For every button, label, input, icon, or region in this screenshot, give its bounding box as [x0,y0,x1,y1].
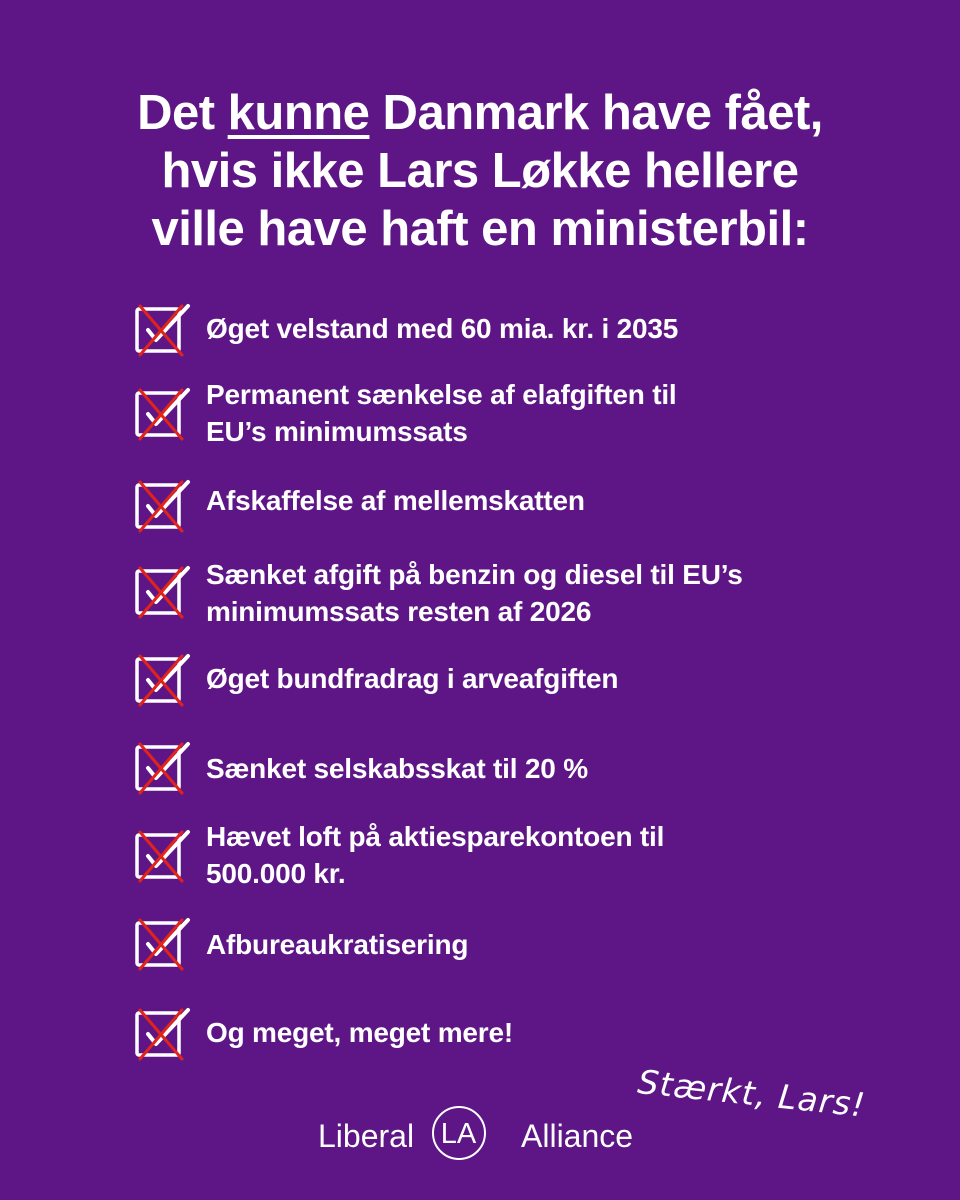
list-item-text [206,376,906,450]
crossed-out-checkbox-icon [134,384,192,442]
logo-mark: LA [440,1118,477,1150]
headline-text: Danmark have fået, [369,86,823,140]
headline-line-3: ville have haft en ministerbil: [151,202,809,256]
list-item-line: Sænket selskabsskat til 20 % [206,753,588,784]
list-item-text [206,660,906,697]
list-item-line: Øget velstand med 60 mia. kr. i 2035 [206,313,679,344]
list-item-text [206,556,906,630]
signature: Stærkt, Lars! [635,1062,868,1125]
list-item-text [206,818,906,892]
crossed-out-checkbox-icon [134,1004,192,1062]
list-item-line: EU’s minimumssats [206,416,468,447]
list-item-line: Afbureaukratisering [206,929,469,960]
crossed-out-checkbox-icon [134,562,192,620]
list-item-line: Afskaffelse af mellemskatten [206,485,585,516]
list-item-line: Permanent sænkelse af elafgiften til [206,379,677,410]
crossed-out-checkbox-icon [134,650,192,708]
logo-word-left: Liberal [318,1118,415,1154]
list-item-text [206,482,906,519]
list-item-line: minimumssats resten af 2026 [206,596,592,627]
logo-word-right: Alliance [521,1118,634,1154]
list-item-text [206,310,906,347]
list-item-text [206,926,906,963]
list-item-line: Øget bundfradrag i arveafgiften [206,663,619,694]
crossed-out-checkbox-icon [134,300,192,358]
liberal-alliance-logo [0,1106,960,1166]
crossed-out-checkbox-icon [134,476,192,534]
headline-line-2: hvis ikke Lars Løkke hellere [161,144,799,198]
list-item-text [206,750,906,787]
headline-underlined-word: kunne [227,86,370,140]
headline-text: Det [137,86,228,140]
list-item-line: Sænket afgift på benzin og diesel til EU’s [206,559,743,590]
crossed-out-checkbox-icon [134,914,192,972]
crossed-out-checkbox-icon [134,738,192,796]
list-item-line: Hævet loft på aktiesparekontoen til [206,821,665,852]
logo-ring-icon [432,1106,486,1160]
list-item-text [206,1014,906,1051]
list-item-line: Og meget, meget mere! [206,1017,513,1048]
list-item-line: 500.000 kr. [206,858,346,889]
crossed-out-checkbox-icon [134,826,192,884]
